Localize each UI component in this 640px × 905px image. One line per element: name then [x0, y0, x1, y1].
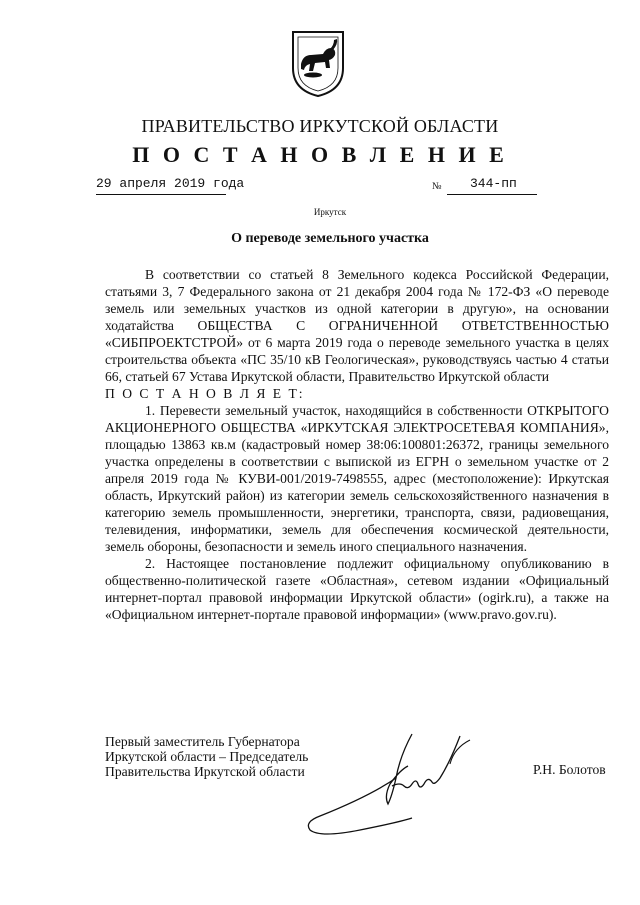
resolves-heading: П О С Т А Н О В Л Я Е Т: — [105, 386, 305, 401]
document-date: 29 апреля 2019 года — [96, 176, 245, 191]
date-underline — [96, 194, 226, 195]
document-body — [105, 266, 609, 623]
preamble-paragraph: В соответствии со статьей 8 Земельного кодекса Российской Федерации, статьями 3, 7 Федерального закона от 21 декабря 2004 года № 172-ФЗ «О переводе земель или земельных участков из одной категории в другую», на основании ходатайства ОБЩЕСТВА С ОГРАНИЧЕННОЙ ОТВЕТСТВЕННОСТЬЮ «СИБПРОЕКТСТРОЙ» от 6 марта 2019 года о переводе земельного участка в целях строительства объекта «ПС 35/10 кВ Геологическая», руководствуясь частью 4 статьи 66, статьей 67 Устава Иркутской области, Правительство Иркутской области — [105, 267, 609, 384]
document-type-title: П О С Т А Н О В Л Е Н И Е — [132, 142, 508, 167]
city-label: Иркутск — [313, 207, 347, 217]
signer-name: Р.Н. Болотов — [533, 762, 606, 777]
document-number: 344-пп — [470, 176, 517, 191]
government-title: ПРАВИТЕЛЬСТВО ИРКУТСКОЙ ОБЛАСТИ — [141, 116, 499, 136]
document-subject: О переводе земельного участка — [231, 231, 429, 246]
item-2-paragraph: 2. Настоящее постановление подлежит официальному опубликованию в общественно-политической газете «Областная», сетевом издании «Официальный интернет-портал правовой информации Иркутской области» (ogirk.ru), а также на «Официальном интернет-портале правовой информации» (www.pravo.gov.ru). — [105, 556, 609, 622]
handwritten-signature-icon — [300, 726, 500, 846]
number-sign: № — [432, 181, 442, 192]
signer-position: Первый заместитель Губернатора Иркутской области – Председатель Правительства Иркутской области — [105, 734, 309, 779]
number-underline — [447, 194, 537, 195]
irkutsk-coat-of-arms-icon — [289, 28, 347, 98]
item-1-paragraph: 1. Перевести земельный участок, находящийся в собственности ОТКРЫТОГО АКЦИОНЕРНОГО ОБЩЕСТВА «ИРКУТСКАЯ ЭЛЕКТРОСЕТЕВАЯ КОМПАНИЯ», площадью 13863 кв.м (кадастровый номер 38:06:100801:26372, границы земельного участка определены в соответствии с выпиской из ЕГРН о земельном участке от 2 апреля 2019 года № КУВИ-001/2019-7498555, адрес (местоположение): Иркутская область, Иркутский район) из категории земель сельскохозяйственного назначения в категорию земель промышленности, энергетики, транспорта, связи, радиовещания, телевидения, информатики, земель для обеспечения космической деятельности, земель обороны, безопасности и земель иного специального назначения. — [105, 403, 609, 554]
